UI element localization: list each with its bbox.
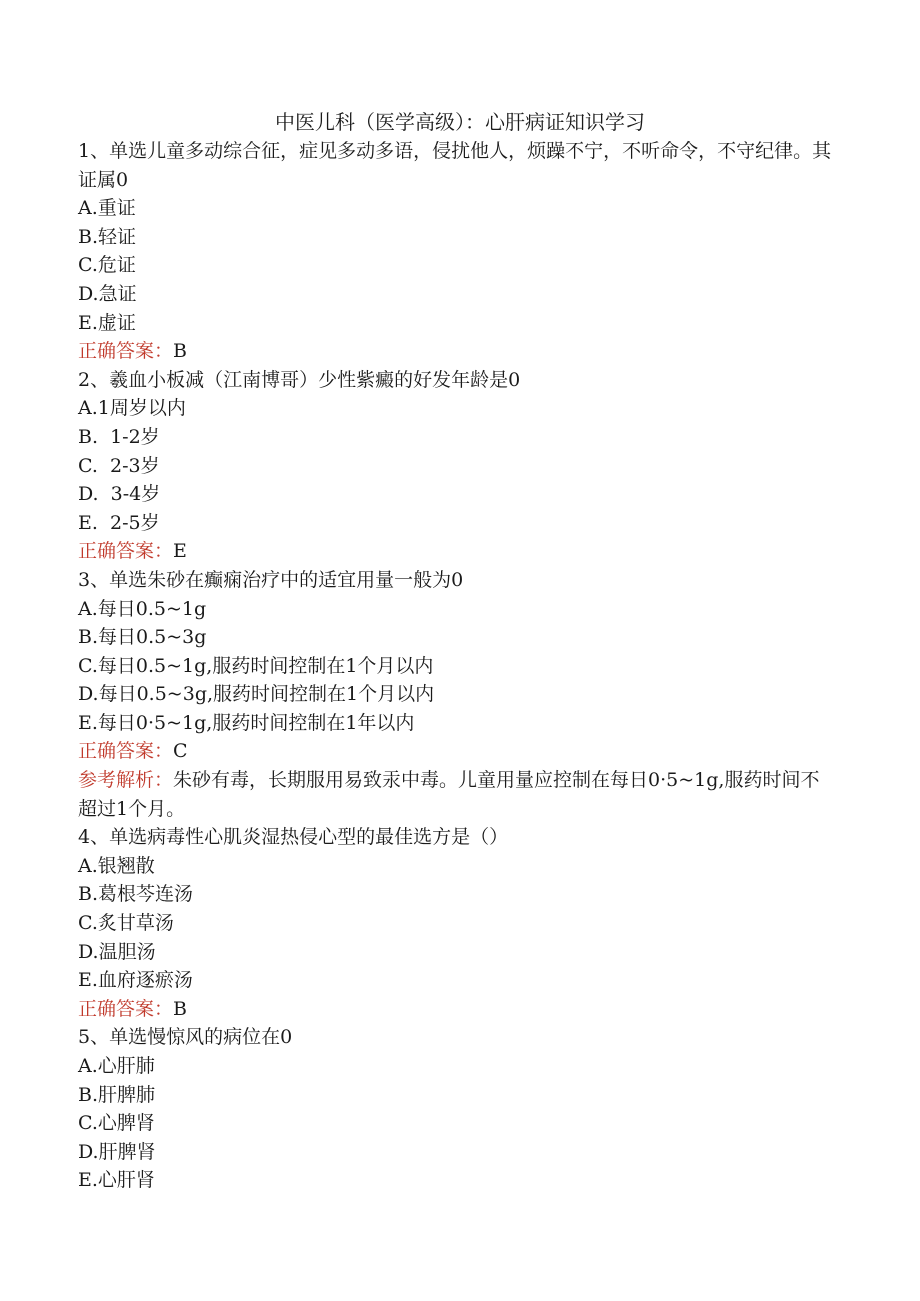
option-a: A.心肝肺 <box>78 1055 155 1077</box>
option-c: C.心脾肾 <box>78 1112 155 1135</box>
analysis-label: 参考解析： <box>78 769 174 792</box>
correct-answer <box>78 737 833 766</box>
answer-label: 正确答案： <box>78 540 174 563</box>
answer-value: B <box>173 340 187 363</box>
option-e: E.虚证 <box>78 311 136 334</box>
reference-analysis <box>78 766 833 823</box>
option-b: B.肝脾肺 <box>78 1083 156 1106</box>
answer-value: E <box>173 540 187 563</box>
option-b: B. 1-2岁 <box>78 425 160 448</box>
question-stem: 5、单选慢惊风的病位在0 <box>78 1026 293 1049</box>
option-d: D.温胆汤 <box>78 940 156 963</box>
answer-label: 正确答案： <box>78 340 174 363</box>
question-stem: 4、单选病毒性心肌炎湿热侵心型的最佳选方是（） <box>78 826 509 849</box>
question-stem: 3、单选朱砂在癫痫治疗中的适宜用量一般为0 <box>78 568 464 591</box>
document-title: 中医儿科（医学高级）：心肝病证知识学习 <box>275 110 645 134</box>
option-e: E.每日0·5~1g,服药时间控制在1年以内 <box>78 711 415 734</box>
option-d: D.每日0.5~3g,服药时间控制在1个月以内 <box>78 683 435 706</box>
question-stem: 2、羲血小板减（江南博哥）少性紫癜的好发年龄是0 <box>78 368 521 391</box>
option-d: D.急证 <box>78 282 137 305</box>
option-a: A.重证 <box>78 197 136 220</box>
answer-value: C <box>173 740 188 763</box>
answer-label: 正确答案： <box>78 740 174 763</box>
answer-label: 正确答案： <box>78 997 174 1020</box>
option-d: D.肝脾肾 <box>78 1140 156 1163</box>
option-a: A.1周岁以内 <box>78 397 186 420</box>
question-stem: 1、单选儿童多动综合征，症见多动多语，侵扰他人，烦躁不宁，不听命令，不守纪律。其证属0 <box>78 140 832 191</box>
option-b: B.每日0.5~3g <box>78 626 207 649</box>
question-3 <box>78 566 833 823</box>
analysis-text: 朱砂有毒，长期服用易致汞中毒。儿童用量应控制在每日0·5~1g,服药时间不超过1个月。 <box>78 769 820 820</box>
question-list <box>78 137 833 1195</box>
correct-answer <box>78 337 833 366</box>
option-e: E. 2-5岁 <box>78 511 160 534</box>
question-1 <box>78 137 833 366</box>
question-5 <box>78 1023 833 1195</box>
option-c: C. 2-3岁 <box>78 454 160 477</box>
option-e: E.血府逐瘀汤 <box>78 969 193 992</box>
question-4 <box>78 823 833 1023</box>
option-d: D. 3-4岁 <box>78 483 161 506</box>
correct-answer <box>78 537 833 566</box>
option-c: C.危证 <box>78 254 136 277</box>
option-a: A.银翘散 <box>78 854 155 877</box>
correct-answer <box>78 995 833 1024</box>
option-a: A.每日0.5~1g <box>78 597 207 620</box>
option-c: C.每日0.5~1g,服药时间控制在1个月以内 <box>78 654 434 677</box>
option-c: C.炙甘草汤 <box>78 912 174 935</box>
answer-value: B <box>173 997 187 1020</box>
question-2 <box>78 366 833 566</box>
option-e: E.心肝肾 <box>78 1169 155 1192</box>
option-b: B.葛根芩连汤 <box>78 883 194 906</box>
option-b: B.轻证 <box>78 225 137 248</box>
